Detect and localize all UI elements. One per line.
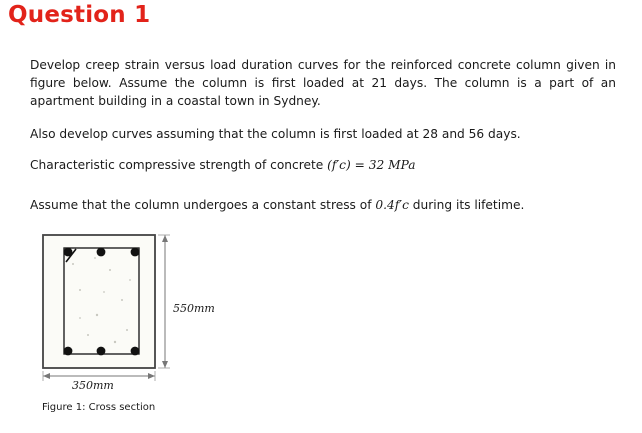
rebar-top-right bbox=[131, 248, 140, 257]
paragraph-task: Develop creep strain versus load duration curves for the reinforced concrete column given in figure below. Assume the column is first loaded at 21 days. The column is a part of an apartment building in a coastal town in Sydney. bbox=[30, 58, 616, 108]
stress-suffix: during its lifetime. bbox=[408, 198, 525, 212]
rebar-bottom-right bbox=[131, 347, 140, 356]
height-label: 550mm bbox=[173, 302, 215, 315]
rebar-mid-bottom bbox=[97, 347, 106, 356]
stress-symbol: 0.4f′c bbox=[375, 198, 409, 212]
strength-symbol: (f′c) bbox=[327, 158, 351, 172]
rebar-bottom-left bbox=[64, 347, 73, 356]
question-title: Question 1 bbox=[8, 2, 151, 28]
paragraph-additional: Also develop curves assuming that the column is first loaded at 28 and 56 days. bbox=[30, 127, 521, 141]
strength-value: = 32 MPa bbox=[350, 158, 416, 172]
figure-caption: Figure 1: Cross section bbox=[42, 402, 156, 413]
width-label: 350mm bbox=[72, 379, 114, 392]
strength-text: Characteristic compressive strength of concrete bbox=[30, 158, 328, 172]
stress-text: Assume that the column undergoes a constant stress of bbox=[30, 198, 376, 212]
rebar-mid-top bbox=[97, 248, 106, 257]
